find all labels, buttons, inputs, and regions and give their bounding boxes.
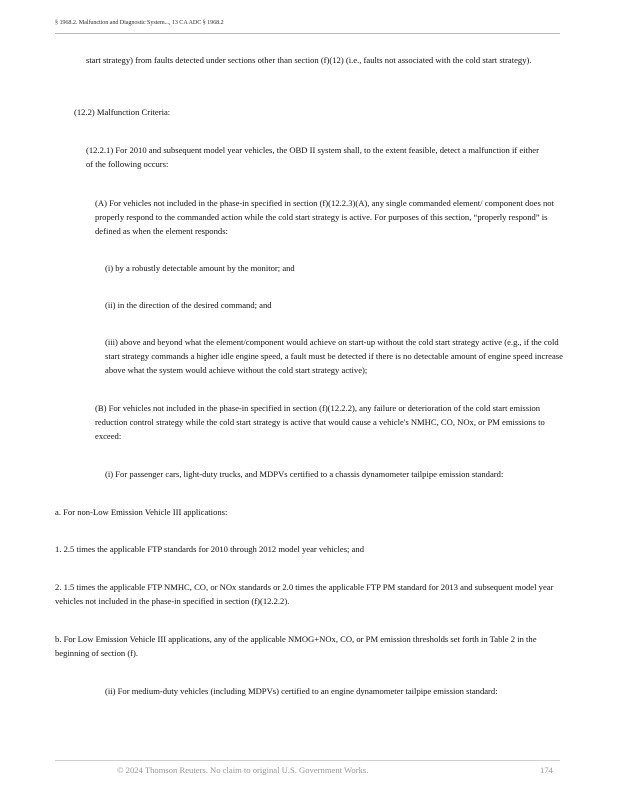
footer-rule xyxy=(55,760,560,761)
paragraph-B: (B) For vehicles not included in the phase-in specified in section (f)(12.2.2), any failure or deterioration of the cold start emission reduction control strategy while the cold start strategy is active that would cause a vehicle's NMHC, CO, NOx, or PM emissions to exceed: xyxy=(95,403,545,441)
paragraph-2: 2. 1.5 times the applicable FTP NMHC, CO, or NOx standards or 2.0 times the applicable FTP PM standard for 2013 and subsequent model year vehicles not included in the phase-in specified in section (f)(12.2.2). xyxy=(55,582,554,606)
paragraph-ii: (ii) For medium-duty vehicles (including MDPVs) certified to an engine dynamometer tailpipe emission standard: xyxy=(105,686,498,696)
paragraph-A-iii: (iii) above and beyond what the element/component would achieve on start-up without the cold start strategy active (e.g., if the cold start strategy commands a higher idle engine speed, a fault must be detected if there is no detectable amount of engine speed increase above what the system would achieve without the cold start strategy active); xyxy=(105,337,563,375)
paragraph-A-i: (i) by a robustly detectable amount by the monitor; and xyxy=(105,263,295,273)
paragraph-12-2-1: (12.2.1) For 2010 and subsequent model year vehicles, the OBD II system shall, to the extent feasible, detect a malfunction if either of the following occurs: xyxy=(86,145,539,169)
page-number: 174 xyxy=(540,765,553,775)
paragraph-A: (A) For vehicles not included in the phase-in specified in section (f)(12.2.3)(A), any single commanded element/ component does not properly respond to the commanded action while the cold start strategy is active. For purposes of this section, “properly respond” is defined as when the element responds: xyxy=(95,198,554,236)
paragraph-continuation: start strategy) from faults detected under sections other than section (f)(12) (i.e., faults not associated with the cold start strategy). xyxy=(86,55,532,65)
paragraph-1: 1. 2.5 times the applicable FTP standards for 2010 through 2012 model year vehicles; and xyxy=(55,544,364,554)
header-rule xyxy=(55,33,560,34)
footer-copyright: © 2024 Thomson Reuters. No claim to original U.S. Government Works. xyxy=(117,765,369,775)
running-head: § 1968.2. Malfunction and Diagnostic System..., 13 CA ADC § 1968.2 xyxy=(55,19,224,26)
paragraph-a: a. For non-Low Emission Vehicle III applications: xyxy=(55,507,228,517)
paragraph-A-ii: (ii) in the direction of the desired command; and xyxy=(105,300,272,310)
paragraph-B-i: (i) For passenger cars, light-duty trucks, and MDPVs certified to a chassis dynamometer tailpipe emission standard: xyxy=(105,469,504,479)
paragraph-b: b. For Low Emission Vehicle III applications, any of the applicable NMOG+NOx, CO, or PM emission thresholds set forth in Table 2 in the beginning of section (f). xyxy=(55,634,537,658)
section-heading: (12.2) Malfunction Criteria: xyxy=(74,107,171,117)
